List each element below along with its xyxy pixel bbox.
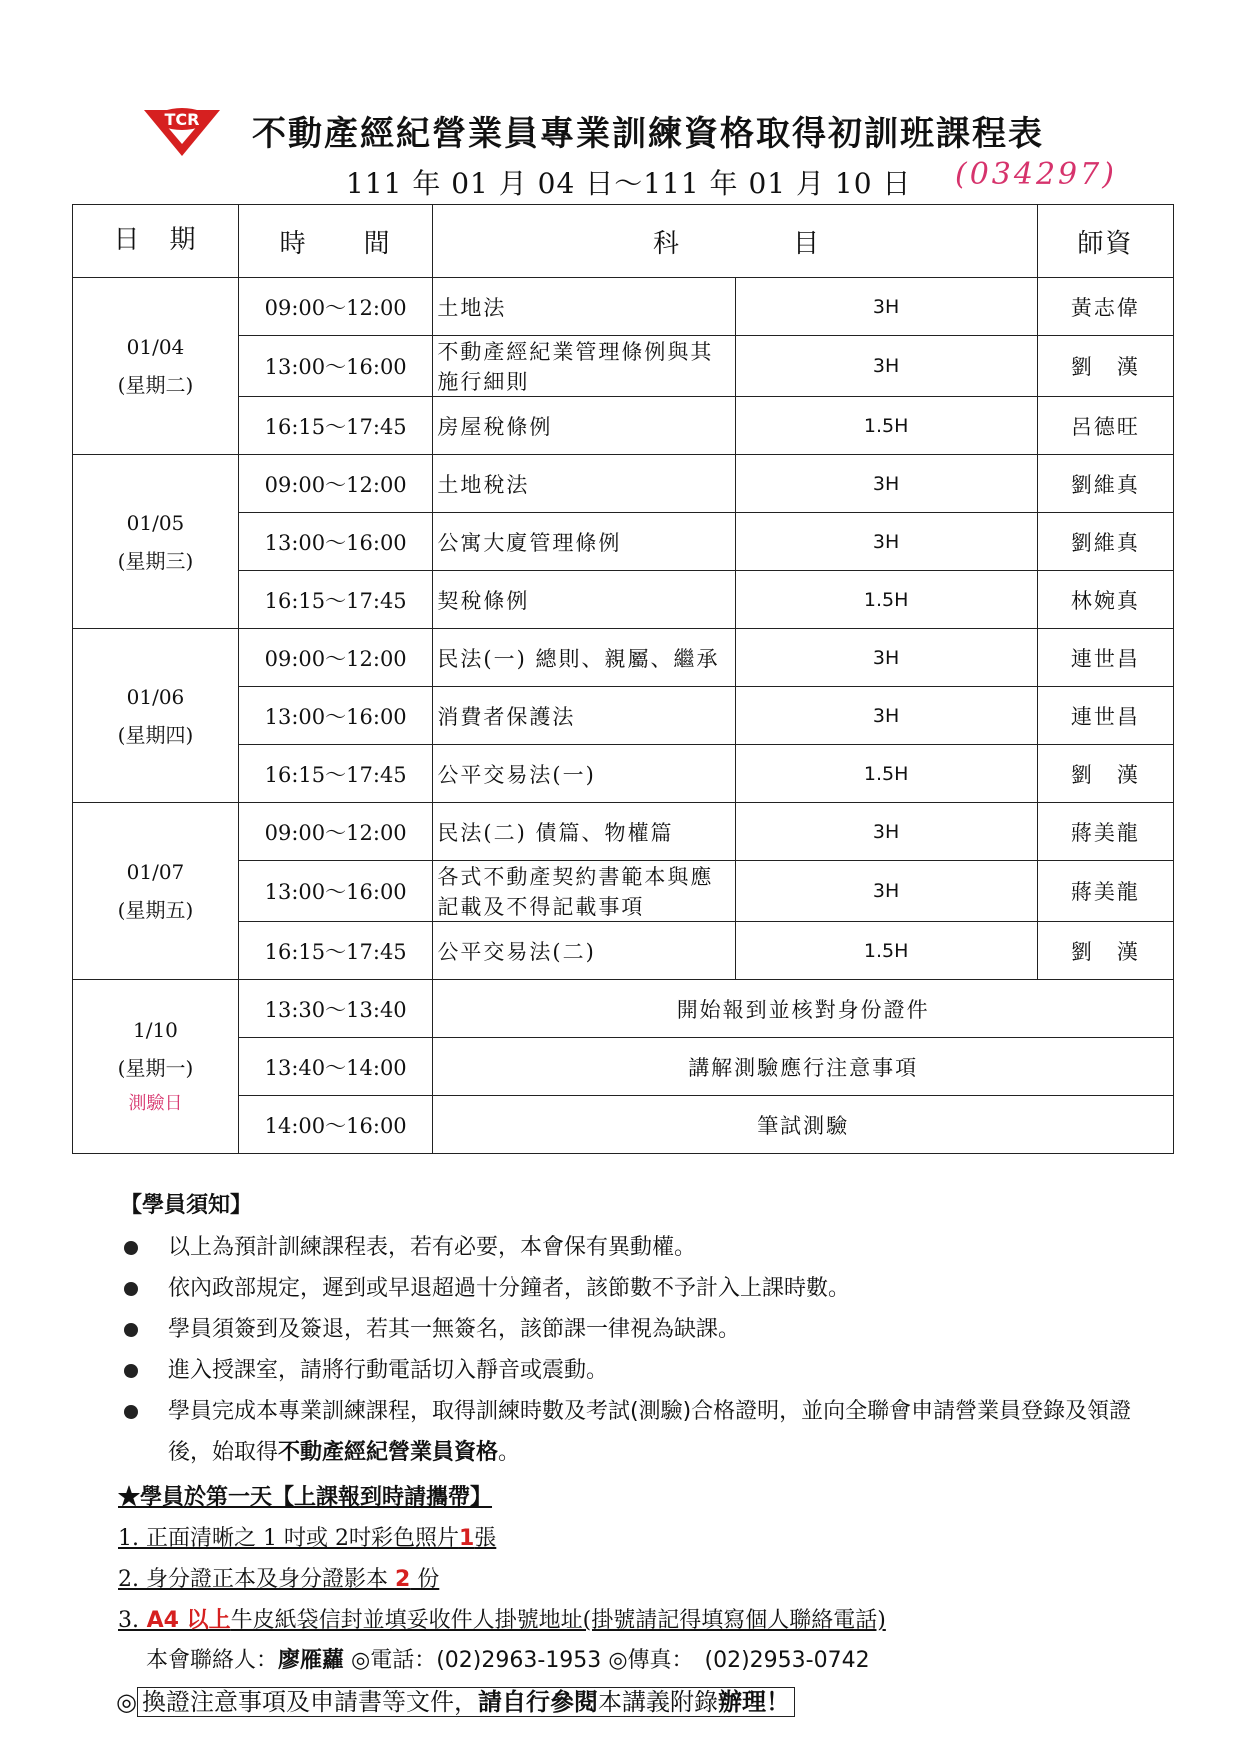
session-hours: 3H <box>735 687 1037 745</box>
session-time: 09:00～12:00 <box>238 455 432 513</box>
bring-section <box>118 1477 1178 1641</box>
day-weekday: (星期五) <box>117 898 194 922</box>
session-teacher: 蔣美龍 <box>1037 861 1173 922</box>
bullet-icon <box>124 1364 138 1378</box>
session-subject: 公平交易法(一) <box>433 745 735 803</box>
contact-name: 廖雁蘿 <box>278 1648 345 1673</box>
bring-text: 份 <box>410 1567 440 1592</box>
header-teacher: 師資 <box>1037 205 1173 278</box>
final-note-box <box>137 1687 795 1717</box>
contact-line <box>146 1643 870 1674</box>
table-row <box>73 571 1174 629</box>
day-date: 01/06 <box>126 684 185 709</box>
bring-heading: ★學員於第一天【上課報到時請攜帶】 <box>118 1484 493 1510</box>
notice-text-end: 。 <box>498 1440 521 1465</box>
table-row <box>73 629 1174 687</box>
session-time: 09:00～12:00 <box>238 803 432 861</box>
final-text: 換證注意事項及申請書等文件， <box>141 1688 478 1716</box>
exam-day-cell <box>73 980 239 1154</box>
session-time: 16:15～17:45 <box>238 922 432 980</box>
notice-item <box>114 1350 1164 1391</box>
session-time: 13:30～13:40 <box>238 980 432 1038</box>
notice-item <box>114 1227 1164 1268</box>
table-row <box>73 745 1174 803</box>
day-date: 01/05 <box>126 510 185 535</box>
exam-day-label: 測驗日 <box>128 1093 183 1115</box>
notice-section <box>114 1188 1164 1473</box>
session-hours: 1.5H <box>735 922 1037 980</box>
bring-text: 3. <box>118 1608 139 1633</box>
final-emphasis: 辦理！ <box>717 1687 790 1716</box>
session-hours: 1.5H <box>735 745 1037 803</box>
session-time: 13:40～14:00 <box>238 1038 432 1096</box>
notice-list <box>114 1227 1164 1473</box>
session-subject: 公平交易法(二) <box>433 922 735 980</box>
bullet-icon <box>124 1241 138 1255</box>
contact-fax: ◎傳真： (02)2953-0742 <box>608 1648 870 1673</box>
table-row <box>73 1038 1174 1096</box>
session-hours: 3H <box>735 629 1037 687</box>
notice-title: 【學員須知】 <box>120 1193 253 1218</box>
session-hours: 3H <box>735 861 1037 922</box>
day-weekday: (星期二) <box>117 373 194 397</box>
notice-text: 學員須簽到及簽退，若其一無簽名，該節課一律視為缺課。 <box>168 1317 741 1342</box>
day-date: 1/10 <box>132 1018 178 1043</box>
notice-text: 進入授課室，請將行動電話切入靜音或震動。 <box>168 1358 609 1383</box>
session-hours: 3H <box>735 336 1037 397</box>
session-time: 13:00～16:00 <box>238 336 432 397</box>
final-note <box>116 1682 795 1717</box>
table-row <box>73 513 1174 571</box>
session-time: 16:15～17:45 <box>238 571 432 629</box>
bring-text: 牛皮紙袋信封並填妥收件人掛號地址(掛號請記得填寫個人聯絡電話) <box>230 1608 886 1633</box>
final-text: 本講義附錄 <box>597 1688 718 1716</box>
bullet-icon <box>124 1323 138 1337</box>
notice-item <box>114 1391 1164 1473</box>
bullet-icon <box>124 1282 138 1296</box>
session-subject: 民法(二) 債篇、物權篇 <box>433 803 735 861</box>
session-teacher: 劉 漢 <box>1037 922 1173 980</box>
date-range: 111 年 01 月 04 日～111 年 01 月 10 日 <box>346 167 912 200</box>
bring-text: 1. 正面清晰之 1 吋或 2吋彩色照片 <box>118 1526 459 1551</box>
contact-label: 本會聯絡人： <box>146 1648 279 1673</box>
session-time: 13:00～16:00 <box>238 513 432 571</box>
bring-emphasis: A4 以上 <box>139 1608 231 1633</box>
bring-text: 2. 身分證正本及身分證影本 <box>118 1567 395 1592</box>
session-teacher: 連世昌 <box>1037 629 1173 687</box>
day-cell <box>73 803 239 980</box>
session-time: 09:00～12:00 <box>238 278 432 336</box>
day-weekday: (星期一) <box>117 1056 194 1081</box>
notice-text: 以上為預計訓練課程表，若有必要，本會保有異動權。 <box>168 1235 697 1260</box>
contact-phone: ◎電話：(02)2963-1953 <box>351 1648 602 1673</box>
session-time: 16:15～17:45 <box>238 745 432 803</box>
notice-text: 依內政部規定，遲到或早退超過十分鐘者，該節數不予計入上課時數。 <box>168 1276 851 1301</box>
tcr-logo <box>140 104 224 160</box>
table-row <box>73 336 1174 397</box>
schedule-table <box>72 204 1174 1154</box>
bring-item-1 <box>118 1518 1178 1559</box>
session-hours: 3H <box>735 278 1037 336</box>
final-prefix: ◎ <box>116 1688 137 1716</box>
session-teacher: 蔣美龍 <box>1037 803 1173 861</box>
session-subject: 土地稅法 <box>433 455 735 513</box>
session-time: 13:00～16:00 <box>238 687 432 745</box>
day-cell <box>73 455 239 629</box>
class-code-handwritten: (034297) <box>955 157 1117 192</box>
session-hours: 3H <box>735 803 1037 861</box>
session-time: 16:15～17:45 <box>238 397 432 455</box>
bring-text: 張 <box>474 1526 497 1551</box>
session-teacher: 劉維真 <box>1037 455 1173 513</box>
session-subject: 民法(一) 總則、親屬、繼承 <box>433 629 735 687</box>
session-subject: 契稅條例 <box>433 571 735 629</box>
session-teacher: 黃志偉 <box>1037 278 1173 336</box>
table-row <box>73 687 1174 745</box>
table-row <box>73 397 1174 455</box>
session-teacher: 劉 漢 <box>1037 336 1173 397</box>
day-weekday: (星期四) <box>117 722 194 747</box>
session-subject: 公寓大廈管理條例 <box>433 513 735 571</box>
session-teacher: 林婉真 <box>1037 571 1173 629</box>
table-row <box>73 803 1174 861</box>
day-weekday: (星期三) <box>117 548 194 573</box>
table-row <box>73 861 1174 922</box>
session-time: 14:00～16:00 <box>238 1096 432 1154</box>
header-time: 時 間 <box>238 205 432 278</box>
day-date: 01/04 <box>126 335 185 359</box>
table-row <box>73 922 1174 980</box>
table-row <box>73 278 1174 336</box>
notice-item <box>114 1268 1164 1309</box>
session-teacher: 劉 漢 <box>1037 745 1173 803</box>
session-time: 09:00～12:00 <box>238 629 432 687</box>
page-title: 不動產經紀營業員專業訓練資格取得初訓班課程表 <box>252 114 1044 154</box>
header-date: 日 期 <box>73 205 239 278</box>
session-time: 13:00～16:00 <box>238 861 432 922</box>
session-hours: 1.5H <box>735 397 1037 455</box>
table-row <box>73 980 1174 1038</box>
session-hours: 1.5H <box>735 571 1037 629</box>
session-subject: 土地法 <box>433 278 735 336</box>
exam-item: 講解測驗應行注意事項 <box>433 1038 1174 1096</box>
session-subject: 不動產經紀業管理條例與其施行細則 <box>433 336 735 397</box>
session-subject: 各式不動產契約書範本與應記載及不得記載事項 <box>433 861 735 922</box>
logo-text: TCR <box>164 110 200 129</box>
day-cell <box>73 278 239 455</box>
session-hours: 3H <box>735 455 1037 513</box>
table-row <box>73 1096 1174 1154</box>
bullet-icon <box>124 1405 138 1419</box>
session-teacher: 劉維真 <box>1037 513 1173 571</box>
exam-item: 筆試測驗 <box>433 1096 1174 1154</box>
final-emphasis: 請自行參閱 <box>477 1687 598 1716</box>
bring-item-2 <box>118 1559 1178 1600</box>
session-teacher: 連世昌 <box>1037 687 1173 745</box>
session-hours: 3H <box>735 513 1037 571</box>
day-date: 01/07 <box>126 860 185 884</box>
bring-number: 2 <box>394 1567 411 1592</box>
day-cell <box>73 629 239 803</box>
bring-item-3 <box>118 1600 1178 1641</box>
session-teacher: 呂德旺 <box>1037 397 1173 455</box>
exam-item: 開始報到並核對身份證件 <box>433 980 1174 1038</box>
header-subject: 科 目 <box>433 205 1037 278</box>
table-row <box>73 455 1174 513</box>
table-header-row <box>73 205 1174 278</box>
notice-emphasis: 不動產經紀營業員資格 <box>278 1440 499 1465</box>
session-subject: 房屋稅條例 <box>433 397 735 455</box>
notice-item <box>114 1309 1164 1350</box>
notice-text: 學員完成本專業訓練課程，取得訓練時數及考試(測驗)合格證明，並向全聯會申請營業員登錄及領證後，始取得 <box>168 1399 1132 1465</box>
bring-number: 1 <box>458 1526 475 1551</box>
session-subject: 消費者保護法 <box>433 687 735 745</box>
